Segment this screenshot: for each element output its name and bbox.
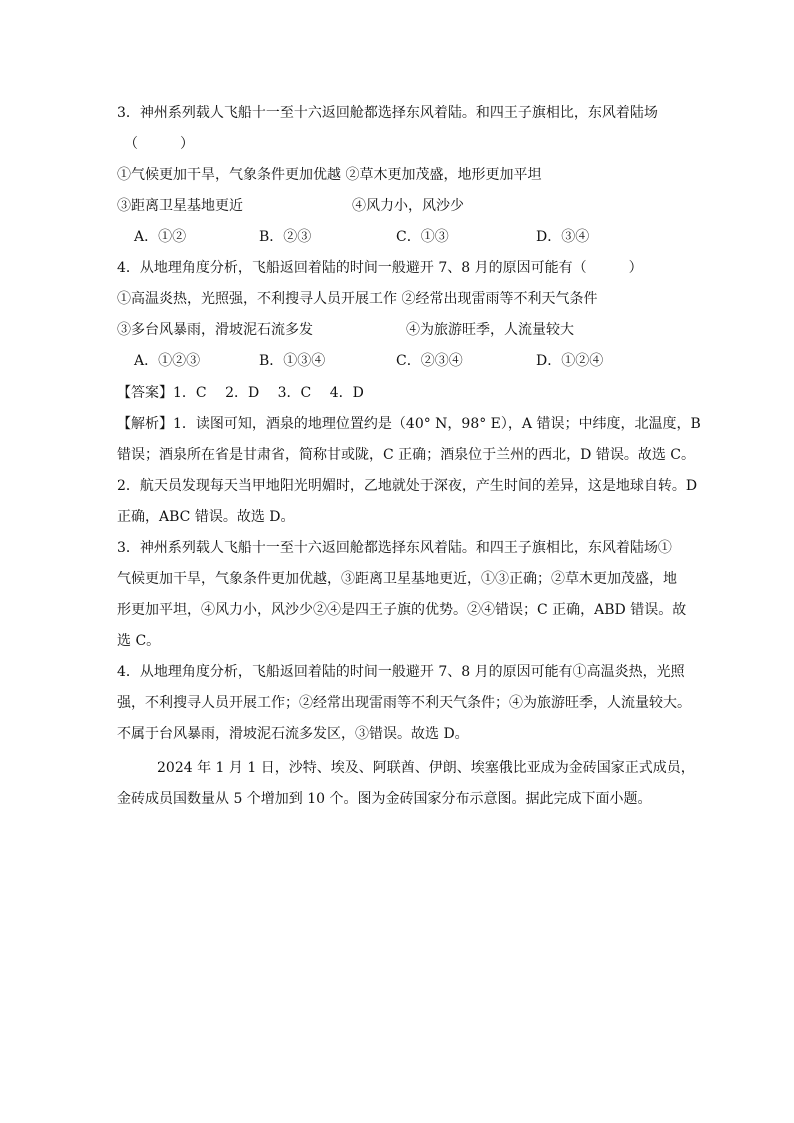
q4-option-b: B．①③④ [259, 353, 326, 369]
analysis-3-line-2: 气候更加干旱，气象条件更加优越，③距离卫星基地更近，①③正确；②草木更加茂盛，地 [117, 571, 677, 587]
analysis-4-line-2: 强，不利搜寻人员开展工作；②经常出现雷雨等不利天气条件；④为旅游旺季，人流量较大。 [117, 695, 691, 711]
analysis-4-line-1: 4．从地理角度分析，飞船返回着陆的时间一般避开 7、8 月的原因可能有①高温炎热，光照 [117, 664, 685, 680]
analysis-2-line-2: 正确，ABC 错误。故选 D。 [117, 509, 295, 525]
q3-options [0, 227, 794, 247]
q4-choice-3: ③多台风暴雨，滑坡泥石流多发 [117, 322, 313, 338]
analysis-3-line-4: 选 C。 [117, 633, 161, 649]
q3-option-a: A．①② [134, 229, 187, 245]
q4-choice-line-1: ①高温炎热，光照强，不利搜寻人员开展工作 ②经常出现雷雨等不利天气条件 [117, 291, 598, 307]
q3-option-b: B．②③ [259, 229, 312, 245]
q3-choice-3: ③距离卫星基地更近 [117, 198, 243, 214]
q4-option-c: C．②③④ [396, 353, 463, 369]
answer-key: 【答案】1．C 2．D 3．C 4．D [117, 385, 364, 401]
q3-answer-blank: （ ） [124, 136, 194, 152]
q4-option-d: D．①②④ [536, 353, 604, 369]
intro-line-1: 2024 年 1 月 1 日，沙特、埃及、阿联酋、伊朗、埃塞俄比亚成为金砖国家正式成员， [157, 760, 695, 776]
q4-options [0, 351, 794, 371]
analysis-3-line-3: 形更加平坦，④风力小，风沙少②④是四王子旗的优势。②④错误；C 正确，ABD 错误。故 [117, 602, 687, 618]
analysis-3-line-1: 3．神州系列载人飞船十一至十六返回舱都选择东风着陆。和四王子旗相比，东风着陆场① [117, 540, 672, 556]
analysis-2-line-1: 2．航天员发现每天当甲地阳光明媚时，乙地就处于深夜，产生时间的差异，这是地球自转。D [117, 478, 698, 494]
q3-option-c: C．①③ [396, 229, 449, 245]
q3-stem: 3．神州系列载人飞船十一至十六返回舱都选择东风着陆。和四王子旗相比，东风着陆场 [117, 105, 658, 121]
q3-choice-line-1: ①气候更加干旱，气象条件更加优越 ②草木更加茂盛，地形更加平坦 [117, 167, 542, 183]
analysis-4-line-3: 不属于台风暴雨，滑坡泥石流多发区，③错误。故选 D。 [117, 726, 469, 742]
q4-option-a: A．①②③ [134, 353, 201, 369]
q4-choice-4: ④为旅游旺季，人流量较大 [406, 322, 574, 338]
q3-option-d: D．③④ [536, 229, 590, 245]
q3-choice-4: ④风力小，风沙少 [352, 198, 464, 214]
analysis-1-line-1: 【解析】1．读图可知，酒泉的地理位置约是（40° N，98° E），A 错误；中纬度，北温度，B [117, 416, 701, 432]
intro-line-2: 金砖成员国数量从 5 个增加到 10 个。图为金砖国家分布示意图。据此完成下面小题。 [117, 791, 652, 807]
q4-stem: 4．从地理角度分析，飞船返回着陆的时间一般避开 7、8 月的原因可能有（ ） [117, 260, 643, 276]
analysis-1-line-2: 错误；酒泉所在省是甘肃省，简称甘或陇，C 正确；酒泉位于兰州的西北，D 错误。故选 C。 [117, 447, 695, 463]
